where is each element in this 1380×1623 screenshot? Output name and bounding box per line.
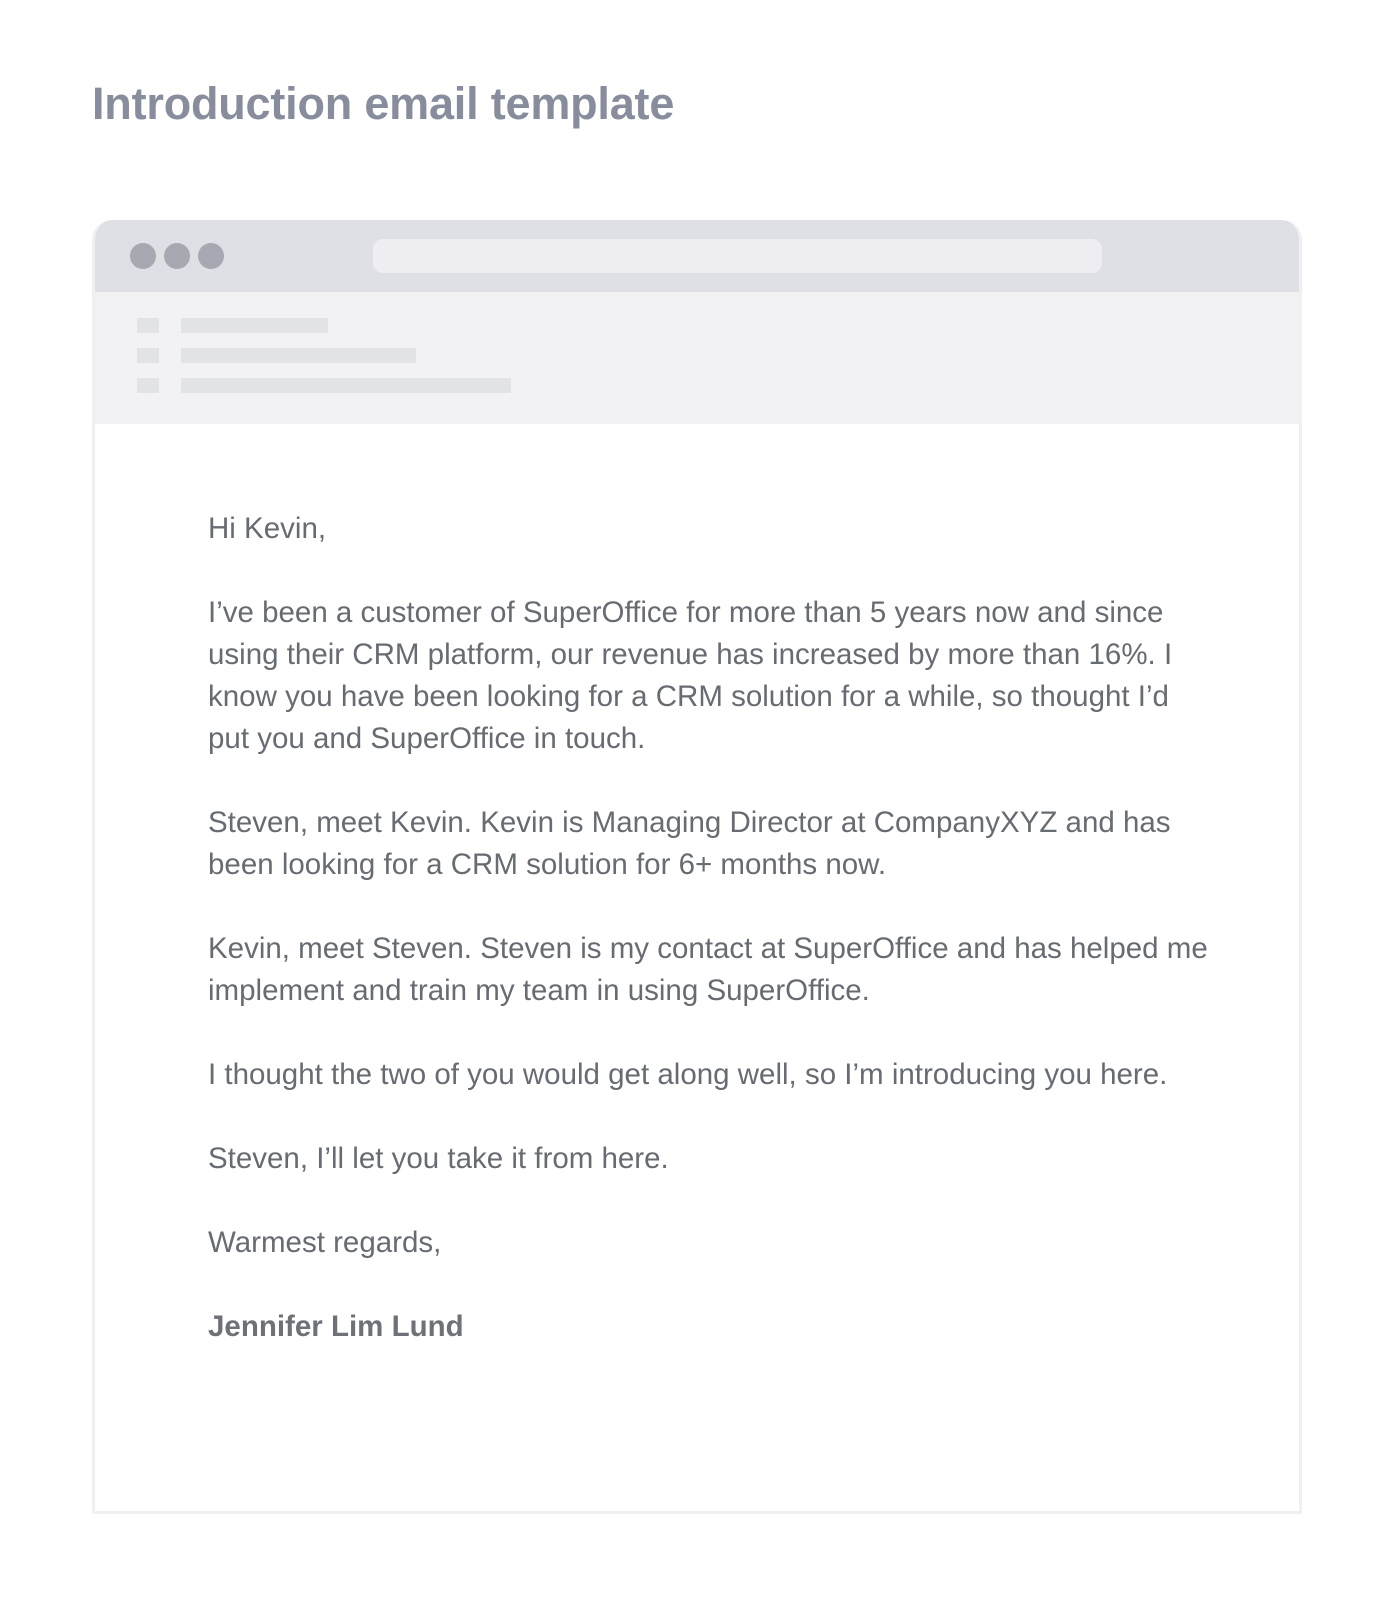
header-field-icon-placeholder [137,318,159,333]
window-dot-icon [130,243,156,269]
header-field-icon-placeholder [137,378,159,393]
email-greeting: Hi Kevin, [208,512,327,545]
header-field-placeholder [181,348,416,363]
email-paragraph: I thought the two of you would get along well, so I’m introducing you here. [208,1058,1168,1091]
header-field-placeholder [181,378,511,393]
email-paragraph: Steven, meet Kevin. Kevin is Managing Director at CompanyXYZ and has been looking for a CRM solution for 6+ months now. [208,806,1171,881]
email-closing: Warmest regards, [208,1226,442,1259]
email-body [208,508,1218,1348]
header-field-icon-placeholder [137,348,159,363]
window-title-bar [92,220,1302,292]
address-bar-placeholder [373,239,1102,273]
window-dot-icon [198,243,224,269]
email-paragraph: Kevin, meet Steven. Steven is my contact at SuperOffice and has helped me implement and train my team in using SuperOffice. [208,932,1208,1007]
header-field-placeholder [181,318,328,333]
window-dot-icon [164,243,190,269]
email-signature: Jennifer Lim Lund [208,1310,464,1343]
email-window [92,220,1302,1514]
email-header-placeholder [92,292,1302,424]
page-title: Introduction email template [92,78,675,129]
email-paragraph: I’ve been a customer of SuperOffice for more than 5 years now and since using their CRM platform, our revenue has increased by more than 16%. I know you have been looking for a CRM solution for a while, so thought I’d put you and SuperOffice in touch. [208,596,1173,755]
email-paragraph: Steven, I’ll let you take it from here. [208,1142,669,1175]
